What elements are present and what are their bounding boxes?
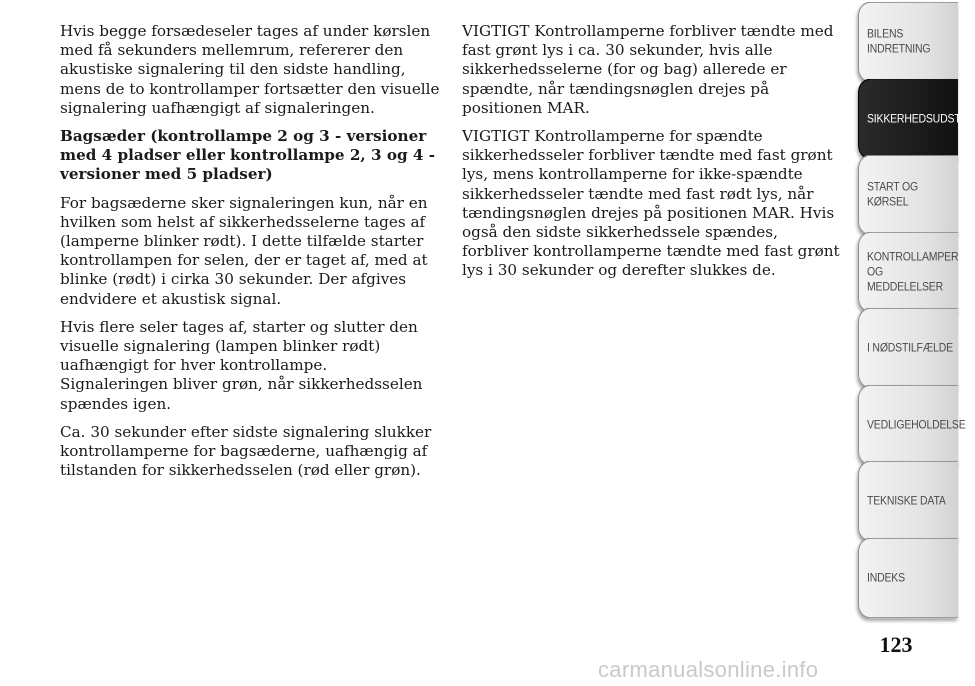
watermark: carmanualsonline.info [598, 657, 819, 682]
paragraph: VIGTIGT Kontrollamperne forbliver tændte med fast grønt lys i ca. 30 sekunder, hvis alle sikkerhedsselerne (for og bag) allerede er spændte, når tændingsnøglen drejes på positionen MAR. [462, 22, 834, 117]
tab-label: BILENS INDRETNING [867, 27, 931, 56]
right-text-column [462, 22, 842, 290]
paragraph: Hvis flere seler tages af, starter og slutter den visuelle signalering (lampen blinker rødt) uafhængigt for hver kontrollampe. Signaleringen bliver grøn, når sikkerhedsselen spændes igen. [60, 317, 423, 413]
paragraph: VIGTIGT Kontrollamperne for spændte sikkerhedsseler forbliver tændte med fast grønt lys, mens kontrollamperne for ikke-spændte sikkerhedsseler tændte med fast rødt lys, når tændingsnøglen drejes på positionen MAR. Hvis også den sidste sikkerhedssele spændes, forbliver kontrollamperne tændte med fast grønt lys i 30 sekunder og derefter slukkes de. [462, 127, 840, 280]
tab-start-og-korsel[interactable] [858, 155, 958, 236]
tab-tekniske-data[interactable] [858, 461, 958, 542]
tab-label: VEDLIGEHOLDELSE [867, 417, 966, 431]
chapter-tab-sidebar [858, 0, 975, 686]
paragraph: For bagsæderne sker signaleringen kun, når en hvilken som helst af sikkerhedsselerne tages af (lamperne blinker rødt). I dette tilfælde starter kontrollampen for selen, der er taget af, med at blinke (rødt) i cirka 30 sekunder. Der afgives endvidere et akustisk signal. [60, 193, 428, 308]
tab-label: I NØDSTILFÆLDE [867, 340, 953, 355]
tab-label: INDEKS [867, 570, 905, 584]
tab-label: START OG KØRSEL [867, 180, 918, 209]
page-number: 123 [879, 632, 913, 657]
tab-indeks[interactable] [858, 537, 958, 618]
tab-label: KONTROLLAMPER OG MEDDELELSER [867, 249, 959, 293]
tab-i-nodstilfaelde[interactable] [858, 308, 958, 389]
paragraph: Ca. 30 sekunder efter sidste signalering slukker kontrollamperne for bagsæderne, uafhængig af tilstanden for sikkerhedsselen (rød eller grøn). [60, 422, 432, 480]
tab-vedligeholdelse[interactable] [858, 384, 966, 465]
section-heading: Bagsæder (kontrollampe 2 og 3 - versioner med 4 pladser eller kontrollampe 2, 3 og 4 - versioner med 5 pladser) [60, 127, 436, 184]
tab-label: TEKNISKE DATA [867, 493, 946, 508]
tab-label: SIKKERHEDSUDSTYR [867, 111, 975, 125]
tab-kontrollamper-og-meddelelser[interactable] [858, 231, 958, 312]
left-text-column [60, 22, 440, 489]
paragraph: Hvis begge forsædeseler tages af under kørslen med få sekunders mellemrum, refererer den akustiske signalering til den sidste handling, mens de to kontrollamper fortsætter den visuelle signalering uafhængigt af signaleringen. [60, 22, 440, 117]
tab-bilens-indretning[interactable] [858, 2, 958, 83]
tab-sikkerhedsudstyr[interactable] [858, 78, 975, 159]
